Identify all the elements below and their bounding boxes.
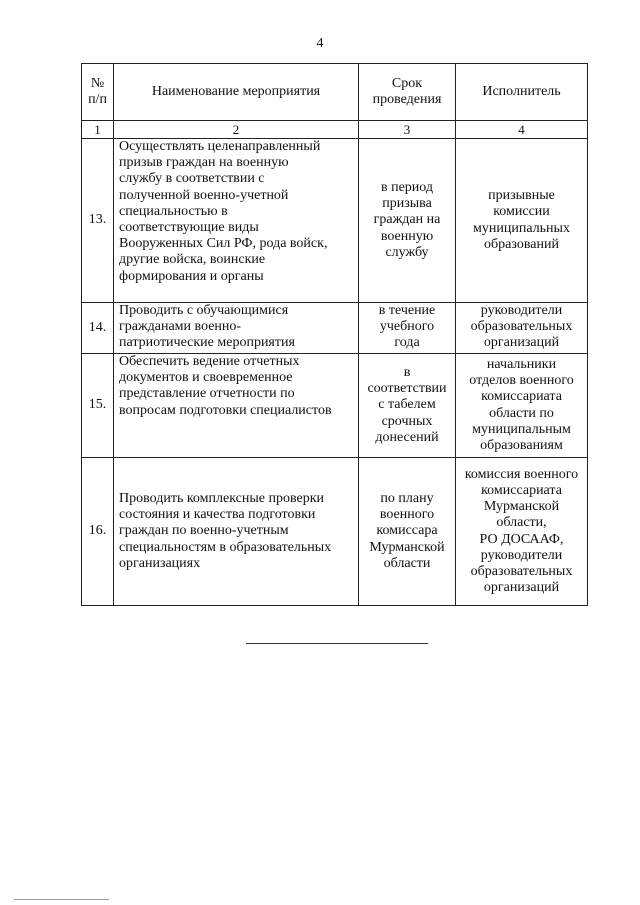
header-number: № п/п [82, 64, 114, 121]
column-number: 1 [82, 121, 114, 139]
event-name: Проводить с обучающимися гражданами военно- патриотические мероприятия [114, 303, 359, 354]
end-of-document-rule [246, 643, 428, 644]
event-executor: комиссия военного комиссариата Мурманской области, РО ДОСААФ, руководители образовательных организаций [456, 458, 588, 606]
header-executor: Исполнитель [456, 64, 588, 121]
column-number: 2 [114, 121, 359, 139]
column-number: 4 [456, 121, 588, 139]
event-term: в соответствии с табелем срочных донесений [359, 354, 456, 458]
event-executor: начальники отделов военного комиссариата области по муниципальным образованиям [456, 354, 588, 458]
event-name: Проводить комплексные проверки состояния и качества подготовки граждан по военно-учетным специальностям в образовательных организациях [114, 458, 359, 606]
row-number: 14. [82, 303, 114, 354]
event-executor: призывные комиссии муниципальных образований [456, 139, 588, 303]
table-header-row [82, 64, 588, 121]
event-executor: руководители образовательных организаций [456, 303, 588, 354]
page-number: 4 [316, 36, 324, 51]
table-row [82, 354, 588, 458]
event-name: Обеспечить ведение отчетных документов и своевременное представление отчетности по вопросам подготовки специалистов [114, 354, 359, 458]
header-event-name: Наименование мероприятия [114, 64, 359, 121]
row-number: 13. [82, 139, 114, 303]
column-numbers-row [82, 121, 588, 139]
event-term: по плану военного комиссара Мурманской области [359, 458, 456, 606]
events-table [81, 63, 588, 606]
event-term: в течение учебного года [359, 303, 456, 354]
header-term: Срок проведения [359, 64, 456, 121]
row-number: 15. [82, 354, 114, 458]
event-term: в период призыва граждан на военную службу [359, 139, 456, 303]
column-number: 3 [359, 121, 456, 139]
table-row [82, 303, 588, 354]
row-number: 16. [82, 458, 114, 606]
event-name: Осуществлять целенаправленный призыв граждан на военную службу в соответствии с полученной военно-учетной специальностью в соответствующие виды Вооруженных Сил РФ, рода войск, другие войска, воинские формирования и органы [114, 139, 359, 303]
scan-edge-mark [14, 899, 109, 900]
table-row [82, 458, 588, 606]
table-row [82, 139, 588, 303]
